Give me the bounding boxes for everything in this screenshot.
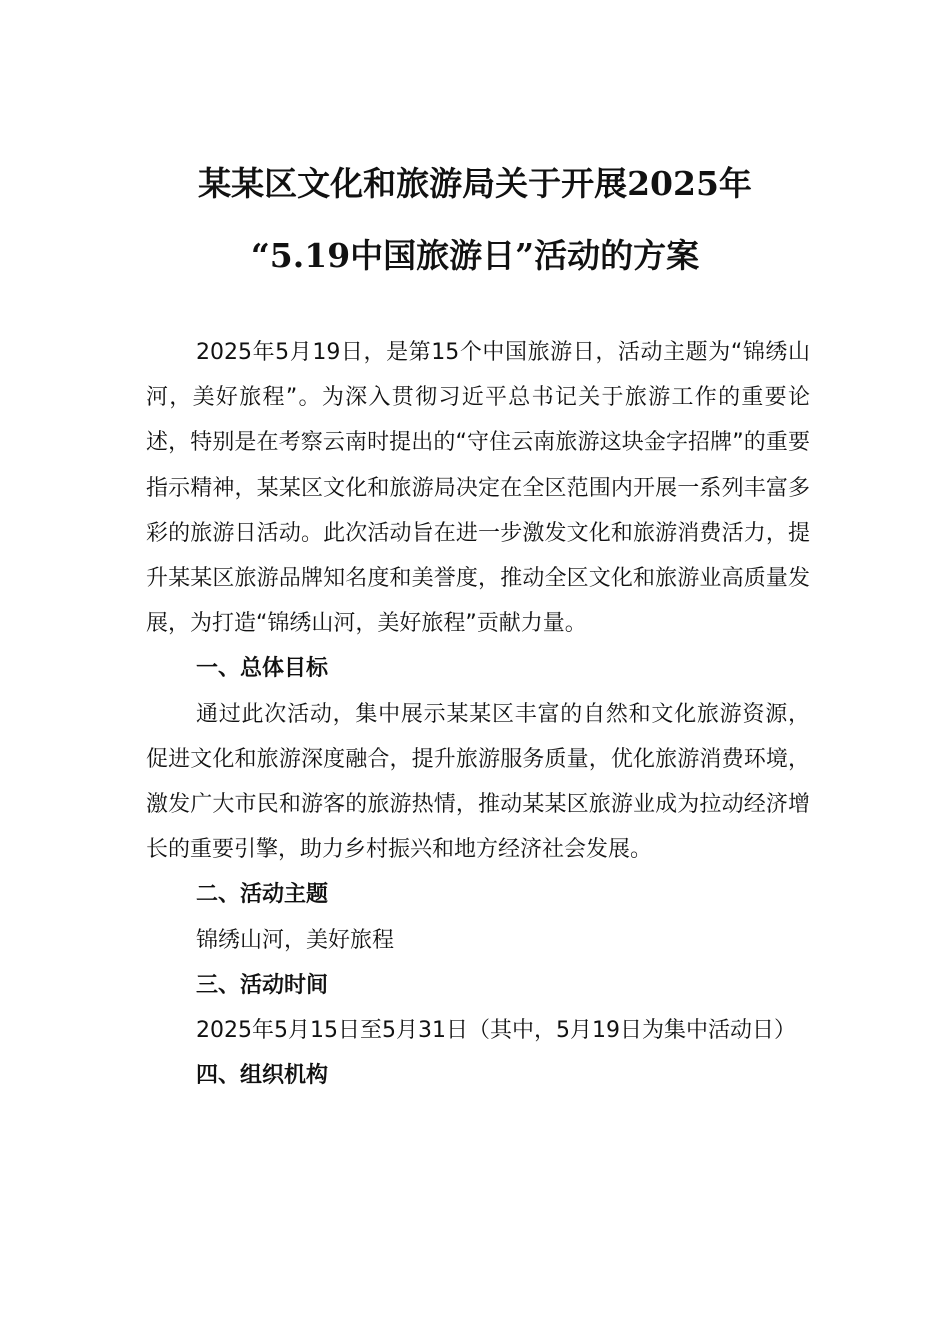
section-heading-goals: 一、总体目标 (196, 656, 329, 682)
section-heading-time: 三、活动时间 (196, 972, 329, 998)
document-body (146, 330, 810, 1098)
section-heading-organization: 四、组织机构 (196, 1063, 329, 1089)
section-heading-theme: 二、活动主题 (196, 882, 329, 908)
section-text-goals: 通过此次活动，集中展示某某区丰富的自然和文化旅游资源，促进文化和旅游深度融合，提升旅游服务质量，优化旅游消费环境，激发广大市民和游客的旅游热情，推动某某区旅游业成为拉动经济增长的重要引擎，助力乡村振兴和地方经济社会发展。 (146, 701, 810, 863)
document-title-line-1: 某某区文化和旅游局关于开展2025年 (198, 164, 752, 203)
document-title-line-2: “5.19中国旅游日”活动的方案 (250, 236, 700, 275)
section-text-time: 2025年5月15日至5月31日（其中，5月19日为集中活动日） (196, 1018, 796, 1044)
section-text-theme: 锦绣山河，美好旅程 (196, 927, 395, 953)
intro-paragraph: 2025年5月19日，是第15个中国旅游日，活动主题为“锦绣山河，美好旅程”。为深入贯彻习近平总书记关于旅游工作的重要论述，特别是在考察云南时提出的“守住云南旅游这块金字招牌”的重要指示精神，某某区文化和旅游局决定在全区范围内开展一系列丰富多彩的旅游日活动。此次活动旨在进一步激发文化和旅游消费活力，提升某某区旅游品牌知名度和美誉度，推动全区文化和旅游业高质量发展，为打造“锦绣山河，美好旅程”贡献力量。 (146, 340, 810, 637)
